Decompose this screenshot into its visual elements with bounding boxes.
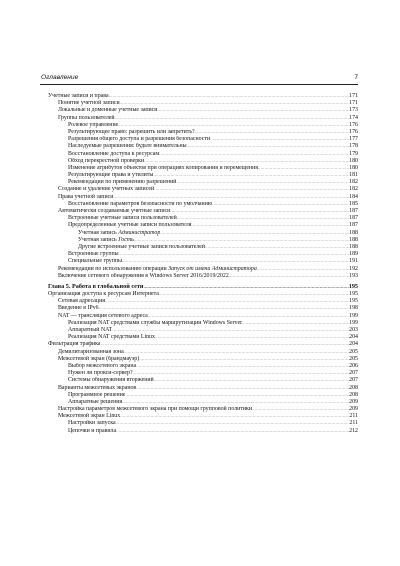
toc-entry-text: Организация доступа к ресурсам Интернета [48, 291, 159, 298]
toc-page-number: 208 [349, 384, 358, 391]
toc-entry-text: Межсетевой экран (брандмауэр) [58, 355, 140, 362]
toc-entry[interactable] [48, 362, 358, 369]
leader-dots [195, 128, 350, 135]
leader-dots [187, 142, 350, 149]
toc-entry[interactable] [48, 304, 358, 311]
toc-page-number: 198 [349, 305, 358, 312]
running-header [40, 72, 358, 85]
leader-dots [122, 257, 349, 264]
toc-entry-text: Нужен ли прокси-сервер? [68, 370, 133, 377]
toc-entry-text: Аппаратные решения [68, 398, 123, 405]
leader-dots [170, 207, 349, 214]
leader-dots [113, 193, 349, 200]
toc-entry-text: Системы обнаружения вторжений [68, 377, 154, 384]
leader-dots [144, 283, 349, 290]
toc-entry-text: Понятие учетной записи [58, 100, 120, 107]
toc-page-number: 188 [349, 236, 358, 243]
toc-entry-text: NAT — трансляция сетевого адреса [58, 312, 148, 319]
toc-page-number: 178 [349, 143, 358, 150]
toc-page-number: 173 [349, 107, 358, 114]
toc-entry[interactable] [48, 384, 358, 391]
toc-entry[interactable] [48, 200, 358, 207]
toc-entry-text: Реализация NAT средствами Linux [68, 334, 155, 341]
toc-entry[interactable] [48, 333, 358, 340]
toc-page-number: 208 [349, 391, 358, 398]
toc-entry[interactable] [48, 236, 358, 243]
toc-page-number: 187 [349, 215, 358, 222]
toc-entry-text: Ролевое управление [68, 121, 119, 128]
toc-entry-title [68, 428, 116, 435]
toc-page-number: 176 [349, 121, 358, 128]
leader-dots [125, 391, 349, 398]
toc-entry[interactable] [48, 405, 358, 412]
toc-page-number: 211 [349, 413, 358, 420]
toc-entry-text: Группы пользователей [58, 114, 115, 121]
toc-entry-text: Наследуемые разрешения: будьте внимательны [68, 143, 187, 150]
toc-entry-text: Варианты межсетевых экранов [58, 384, 137, 391]
toc-entry-title [68, 122, 118, 129]
toc-entry-text: Автоматически создаваемые учетные записи [58, 208, 171, 214]
toc-entry-text: Введение в IPv6 [58, 305, 99, 312]
toc-page-number: 209 [349, 406, 358, 413]
toc-entry-text: Глава 5. Работа в глобальной сети [48, 282, 144, 290]
toc-entry[interactable] [48, 106, 358, 113]
toc-page-number: 182 [349, 186, 358, 193]
leader-dots [139, 355, 349, 362]
toc-entry-text: Другие встроенные учетные записи пользователей [78, 243, 206, 250]
leader-dots [154, 185, 349, 192]
toc-entry[interactable] [48, 250, 358, 257]
toc-entry-title [68, 392, 125, 399]
toc-entry[interactable] [48, 419, 358, 426]
toc-entry-text: Специальные группы [68, 258, 122, 265]
toc-entry-title [58, 385, 136, 392]
toc-page-number: 203 [349, 327, 358, 333]
toc-entry-title [48, 283, 144, 290]
toc-page-number: 205 [349, 348, 358, 355]
toc-entry-title [68, 172, 153, 179]
toc-page-number: 176 [349, 128, 358, 135]
leader-dots [134, 236, 349, 243]
toc-entry[interactable] [48, 135, 358, 142]
toc-entry-text: Предопределенные учетные записи пользователя [68, 222, 192, 229]
toc-entry[interactable] [48, 272, 358, 279]
toc-page-number: 206 [349, 362, 358, 369]
leader-dots [136, 384, 349, 391]
toc-page-number: 195 [349, 298, 358, 305]
toc-entry-title [58, 194, 113, 201]
toc-entry-text: Результирующие права и утилиты [68, 172, 154, 179]
toc-page-number: 171 [349, 93, 358, 99]
toc-entry-text: Рекомендации по применению разрешений [68, 179, 177, 186]
toc-entry-text: Восстановление параметров безопасности по умолчанию [68, 200, 213, 207]
leader-dots [160, 229, 349, 236]
toc-entry-title [58, 115, 115, 122]
toc-entry-text: Аппаратный NAT [68, 327, 113, 333]
toc-page-number: 187 [349, 208, 358, 214]
toc-entry-text: Настройка параметров межсетевого экрана при помощи групповой политики [58, 406, 253, 413]
toc-entry[interactable] [48, 391, 358, 398]
toc-page-number: 179 [349, 150, 358, 157]
toc-entry-text: Фильтрация трафика [48, 341, 101, 348]
toc-page-number: 180 [349, 164, 358, 171]
header-page-number: 7 [354, 74, 358, 81]
toc-page-number: 211 [349, 420, 358, 427]
toc-entry[interactable] [48, 207, 358, 214]
toc-entry[interactable] [48, 312, 358, 319]
toc-page-number: 180 [349, 157, 358, 164]
toc-page-number: 207 [349, 370, 358, 377]
toc-entry-text: Демилитаризованная зона [58, 348, 124, 355]
toc-entry[interactable] [48, 412, 358, 419]
toc-entry[interactable] [48, 185, 358, 192]
toc-entry[interactable] [48, 99, 358, 106]
toc-entry-title [68, 363, 136, 370]
leader-dots [191, 221, 349, 228]
toc-page-number: 199 [349, 312, 358, 319]
toc-entry-italic-text: Запуск от имени Администратора [168, 265, 257, 272]
toc-entry-text: Локальные и доменные учетные записи [58, 107, 158, 114]
leader-dots [120, 412, 349, 419]
toc-entry-title [58, 305, 99, 312]
leader-dots [100, 340, 349, 347]
leader-dots [133, 369, 350, 376]
toc-entry-title [58, 413, 120, 420]
toc-page-number: 187 [349, 222, 358, 229]
leader-dots [177, 214, 349, 221]
leader-dots [210, 135, 349, 142]
toc-entry-title [58, 349, 124, 356]
leader-dots [258, 164, 349, 171]
toc-entry-text: Программное решение [68, 391, 126, 398]
toc-page-number: 185 [349, 200, 358, 207]
leader-dots [116, 419, 350, 426]
toc-entry-title [58, 266, 257, 273]
toc-entry[interactable] [48, 257, 358, 264]
toc-entry-title [68, 399, 122, 406]
leader-dots [144, 157, 349, 164]
toc-page-number: 193 [349, 272, 358, 279]
toc-entry-title [68, 215, 177, 222]
leader-dots [229, 272, 349, 279]
toc-page-number: 205 [349, 355, 358, 362]
leader-dots [119, 250, 350, 257]
leader-dots [257, 265, 349, 272]
leader-dots [148, 312, 349, 319]
toc-entry-text: Реализация NAT средствами службы маршрутизации Windows Server [68, 319, 243, 326]
toc-entry[interactable] [48, 319, 358, 326]
toc-entry[interactable] [48, 369, 358, 376]
leader-dots [205, 243, 349, 250]
toc-entry-text: Права учетной записи [58, 193, 114, 200]
toc-page-number: 204 [349, 334, 358, 341]
toc-entry-title [68, 370, 133, 377]
toc-entry-text: Создание и удаление учетных записей [58, 186, 155, 193]
leader-dots [105, 297, 349, 304]
toc-entry[interactable] [48, 150, 358, 157]
leader-dots [120, 99, 350, 106]
toc-entry-text: Сетевая адресация [58, 298, 105, 305]
toc-entry-title [68, 251, 119, 258]
leader-dots [159, 150, 349, 157]
toc-entry-text: Восстановление доступа к ресурсам [68, 150, 160, 157]
toc-entry[interactable] [48, 92, 358, 99]
toc-entry[interactable] [48, 326, 358, 333]
leader-dots [122, 398, 349, 405]
toc-entry-text: Учетная запись [78, 229, 119, 236]
toc-entry-text: Встроенные группы [68, 251, 119, 258]
leader-dots [118, 121, 349, 128]
leader-dots [157, 106, 349, 113]
toc-page-number: 189 [349, 251, 358, 258]
leader-dots [109, 92, 350, 99]
leader-dots [116, 427, 349, 434]
toc-entry[interactable] [48, 398, 358, 405]
toc-entry-title [58, 100, 120, 107]
toc-entry-text: Изменение атрибутов объектов при операциях копирования и перемещения [68, 164, 258, 171]
toc-entry[interactable] [48, 340, 358, 347]
toc-entry-text: Включение сетевого обнаружения в Windows Server 2016/2019/2022 [58, 272, 229, 279]
leader-dots [159, 290, 349, 297]
toc-entry-title [68, 327, 112, 334]
toc-entry-title [68, 129, 195, 136]
toc-entry-text: Цепочки и правила [68, 427, 117, 434]
toc-entry[interactable] [48, 178, 358, 185]
toc-entry-title [68, 420, 116, 427]
leader-dots [154, 376, 349, 383]
toc-entry[interactable] [48, 348, 358, 355]
leader-dots [115, 114, 350, 121]
leader-dots [136, 362, 349, 369]
leader-dots [112, 326, 349, 333]
leader-dots [212, 200, 349, 207]
table-of-contents [48, 92, 358, 434]
toc-page-number: 177 [349, 136, 358, 143]
toc-entry[interactable] [48, 164, 358, 171]
toc-entry[interactable] [48, 229, 358, 236]
toc-entry[interactable] [48, 243, 358, 250]
toc-page-number: 195 [349, 291, 358, 298]
toc-entry-text: Учетная запись [78, 236, 119, 243]
toc-entry-title [58, 208, 170, 215]
toc-entry-text: Рекомендации по использованию операции [58, 265, 169, 272]
toc-entry-text: Межсетевой экран Linux [58, 413, 121, 420]
toc-entry-title [58, 273, 229, 280]
leader-dots [242, 319, 349, 326]
leader-dots [153, 171, 349, 178]
toc-entry[interactable] [48, 121, 358, 128]
toc-entry[interactable] [48, 355, 358, 362]
toc-page-number: 212 [349, 427, 358, 434]
toc-entry-title [48, 93, 109, 100]
toc-chapter[interactable] [48, 283, 358, 290]
toc-entry-title [48, 341, 100, 348]
toc-entry-title [58, 313, 148, 320]
leader-dots [176, 178, 349, 185]
toc-entry[interactable] [48, 221, 358, 228]
header-section-title: Оглавление [41, 74, 79, 81]
toc-entry[interactable] [48, 297, 358, 304]
toc-page-number: 171 [349, 100, 358, 107]
toc-entry-italic-text: Гость [118, 236, 134, 243]
toc-entry-italic-text: Администратор [118, 229, 161, 236]
toc-entry[interactable] [48, 128, 358, 135]
toc-page-number: 192 [349, 265, 358, 272]
toc-entry[interactable] [48, 193, 358, 200]
toc-page-number: 204 [349, 341, 358, 348]
toc-entry-text: Учетные записи и права [48, 93, 109, 99]
toc-entry-text: Настройки запуска [68, 420, 116, 427]
toc-entry[interactable] [48, 142, 358, 149]
toc-page-number: 182 [349, 179, 358, 186]
toc-page-number: 188 [349, 229, 358, 236]
toc-page-number: 174 [349, 114, 358, 121]
toc-entry[interactable] [48, 290, 358, 297]
toc-page-number: 184 [349, 193, 358, 200]
toc-entry-text: Обход перекрестной проверки [68, 157, 145, 164]
toc-entry[interactable] [48, 157, 358, 164]
toc-entry[interactable] [48, 114, 358, 121]
leader-dots [124, 348, 349, 355]
toc-entry-title [68, 158, 144, 165]
toc-page-number: 207 [349, 377, 358, 384]
toc-page-number: 188 [349, 243, 358, 250]
toc-entry-text: Разрешения общего доступа и разрешения безопасности [68, 136, 211, 143]
toc-page-number: 195 [348, 282, 358, 290]
toc-page-number: 181 [349, 172, 358, 179]
leader-dots [99, 304, 350, 311]
toc-entry[interactable] [48, 265, 358, 272]
toc-page-number: 209 [349, 398, 358, 405]
toc-entry[interactable] [48, 427, 358, 434]
toc-page-number: 199 [349, 319, 358, 326]
toc-entry-text: Встроенные учетные записи пользователей [68, 215, 177, 222]
toc-page-number: 191 [349, 258, 358, 265]
toc-entry[interactable] [48, 376, 358, 383]
toc-entry-text: Результирующее право: разрешить или запретить? [68, 128, 195, 135]
toc-entry-title [68, 258, 122, 265]
toc-entry-title [58, 356, 139, 363]
leader-dots [252, 405, 349, 412]
leader-dots [155, 333, 349, 340]
toc-entry-text: Выбор межсетевого экрана [68, 362, 137, 369]
toc-entry[interactable] [48, 171, 358, 178]
toc-entry[interactable] [48, 214, 358, 221]
toc-entry-title [78, 237, 134, 244]
